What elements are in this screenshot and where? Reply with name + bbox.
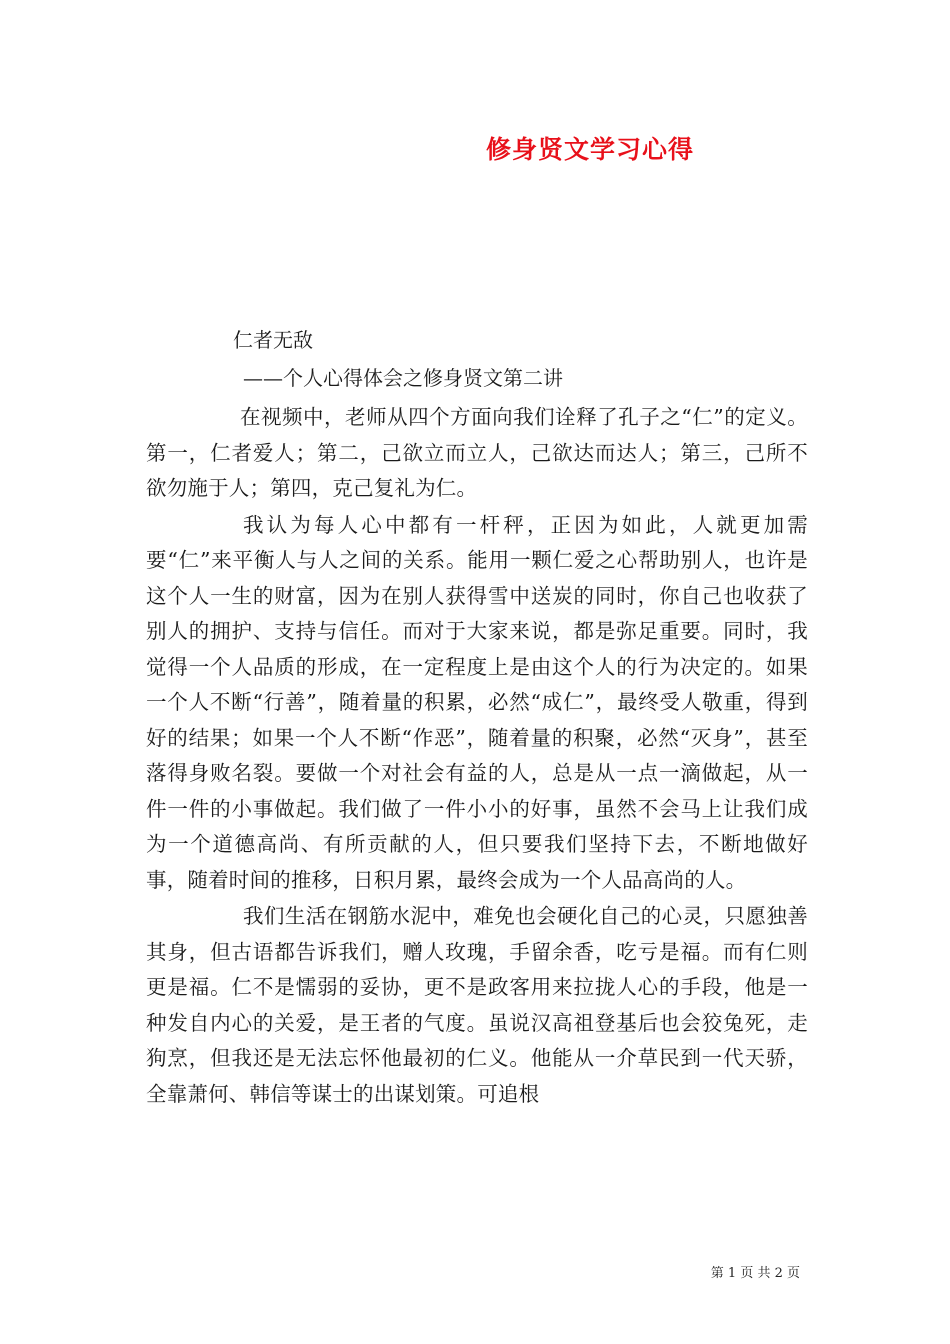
page-number-footer: 第 1 页 共 2 页 — [710, 1266, 800, 1281]
paragraph: 我认为每人心中都有一杆秤，正因为如此，人就更加需要“仁”来平衡人与人之间的关系。能用一颗仁爱之心帮助别人，也许是这个人一生的财富，因为在别人获得雪中送炭的同时，你自己也收获了别人的拥护、支持与信任。而对于大家来说，都是弥足重要。同时，我觉得一个人品质的形成，在一定程度上是由这个人的行为决定的。如果一个人不断“行善”，随着量的积累，必然“成仁”，最终受人敬重，得到好的结果；如果一个人不断“作恶”，随着量的积聚，必然“灭身”，甚至落得身败名裂。要做一个对社会有益的人，总是从一点一滴做起，从一件一件的小事做起。我们做了一件小小的好事，虽然不会马上让我们成为一个道德高尚、有所贡献的人，但只要我们坚持下去，不断地做好事，随着时间的推移，日积月累，最终会成为一个人品高尚的人。 — [146, 512, 808, 892]
section-heading: 仁者无敌 — [233, 328, 313, 352]
document-body — [146, 400, 808, 1113]
document-title: 修身贤文学习心得 — [485, 135, 694, 164]
paragraph: 我们生活在钢筋水泥中，难免也会硬化自己的心灵，只愿独善其身，但古语都告诉我们，赠人玫瑰，手留余香，吃亏是福。而有仁则更是福。仁不是懦弱的妥协，更不是政客用来拉拢人心的手段，他是一种发自内心的关爱，是王者的气度。虽说汉高祖登基后也会狡兔死，走狗烹，但我还是无法忘怀他最初的仁义。他能从一介草民到一代天骄，全靠萧何、韩信等谋士的出谋划策。可追根 — [146, 904, 808, 1106]
paragraph: 在视频中，老师从四个方面向我们诠释了孔子之“仁”的定义。第一，仁者爱人；第二，己欲立而立人，己欲达而达人；第三，己所不欲勿施于人；第四，克己复礼为仁。 — [146, 405, 808, 500]
section-subheading: ——个人心得体会之修身贤文第二讲 — [243, 366, 563, 390]
